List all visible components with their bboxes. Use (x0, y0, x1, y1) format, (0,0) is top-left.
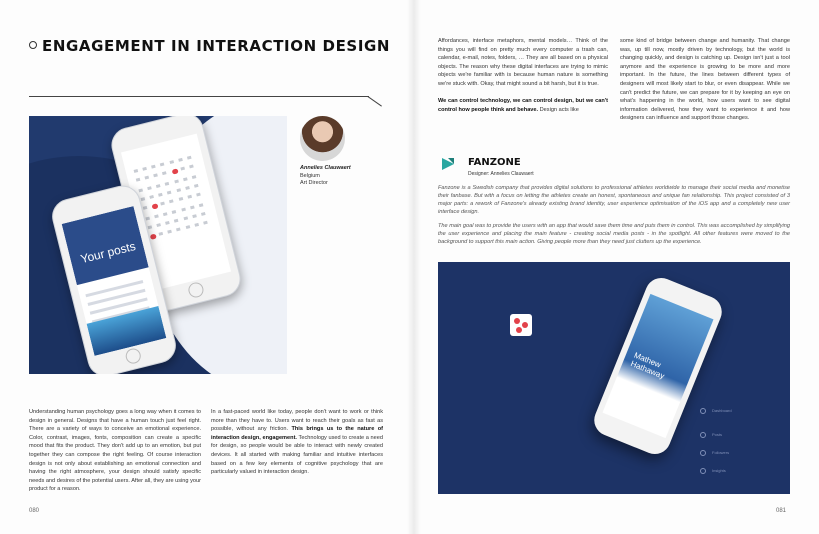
caption-name: Annelies Clauwaert (300, 165, 351, 171)
posts-header (62, 206, 149, 285)
right-col1-text-b: Design acts like (538, 106, 579, 113)
fanzone-screen (603, 294, 714, 438)
left-col2-text-a: In a fast-paced world like today, people don't want to work or think more than they have to. Users want to reach their goals as fast as possible, without any friction. (211, 409, 383, 433)
fanzone-designer: Designer: Annelies Clauwaert (468, 171, 534, 177)
page-gutter (407, 0, 421, 534)
right-col1-bold: We can control technology, we can control design, but we can't control how people think and behave. (438, 98, 608, 113)
page-number-right: 081 (776, 508, 787, 514)
caption-role: Art Director (300, 180, 328, 186)
nav-posts: Posts (700, 432, 722, 438)
right-column-2: some kind of bridge between change and humanity. That change was, up till now, mostly driven by technology, but the world is changing quickly, and design is catching up. Design isn't just a tool anymore and the experience is growing to be more and more important. In the future, the lines between different types of designers will most likely start to blur, or even disappear. While we can't predict the future, we can prepare for it by keeping an eye on what's happening in the world, how users want to see digital information delivered, how they want to experience it and how designers can influence and support those changes. (620, 38, 790, 122)
title-bullet-icon (29, 41, 37, 49)
left-col2-text-b: Technology used to create a need for design, so people would be able to interact with newly created devices. It all started with making familiar and intuitive interfaces based on a few key elements of cognitive psychology that are particularly valued in interaction design. (211, 434, 383, 476)
page-title: ENGAGEMENT IN INTERACTION DESIGN (42, 37, 391, 55)
posts-heading: Your posts (79, 238, 138, 267)
left-col2-bold: This brings us to the nature of interaction design, engagement. (211, 426, 383, 441)
fanzone-logo-icon (440, 156, 456, 172)
home-button-icon (187, 281, 205, 299)
athlete-name: Mathew Hathaway (629, 350, 666, 381)
page-number-left: 080 (29, 508, 40, 514)
fanzone-phone (589, 273, 726, 459)
hero-image-left (29, 116, 287, 374)
nav-dashboard: Dashboard (700, 408, 732, 414)
hero-image-right (438, 262, 790, 494)
fanzone-description-2: The main goal was to provide the users with an app that would save them time and puts them in control. This was accomplished by simplifying the user experience and placing the main feature - creating social media posts - in the spotlight. All other features were moved to the background to support this main action. Giving people more than they need just clutters up the experience. (438, 223, 790, 245)
caption-location: Belgium (300, 173, 320, 179)
fanzone-title: FANZONE (468, 157, 521, 168)
home-button-icon (124, 347, 142, 365)
fanzone-description-1: Fanzone is a Swedish company that provides digital solutions to professional athletes worldwide to manage their social media and monetise their fanbase. But with a focus on letting the athletes create an honest, spontaneous and unique fan relationship. This project consisted of 3 major parts: a rework of Fanzone's already existing brand identity, user experience optimisation of the iOS app and a completely new user interface design. (438, 185, 790, 215)
right-column-1 (438, 37, 608, 114)
nav-followers: Followers (700, 450, 729, 456)
right-col1-text-a: Affordances, interface metaphors, mental models… Think of the things you will find on pretty much every computer a trash can, calendar, e-mail, notes, folders, … They are all based on a physical objects. The reason why these digital interfaces are trying to mimic objects we're familiar with is because human nature is something we're stuck with. Okay, that might sound a bit harsh, but it is true. (438, 38, 608, 87)
designer-portrait (300, 116, 345, 161)
title-rule (29, 96, 369, 97)
left-column-2 (211, 408, 383, 477)
fanzone-app-icon (510, 314, 532, 336)
left-column-1: Understanding human psychology goes a long way when it comes to design in general. Designs that have a human touch just feel right. There are a variety of ways to conceive an emotional experience. Color, contrast, images, fonts, composition can create a specific mood that fits the product. They don't add up to an emotion, but put together they can compose the right feeling. Of course interaction design is not only about establishing an emotional connection and having the right atmosphere, your design should satisfy specific needs and desires of the potential users. After all, they are using your product for a reason. (29, 409, 201, 493)
nav-insights: Insights (700, 468, 726, 474)
title-rule-tail (367, 96, 381, 107)
